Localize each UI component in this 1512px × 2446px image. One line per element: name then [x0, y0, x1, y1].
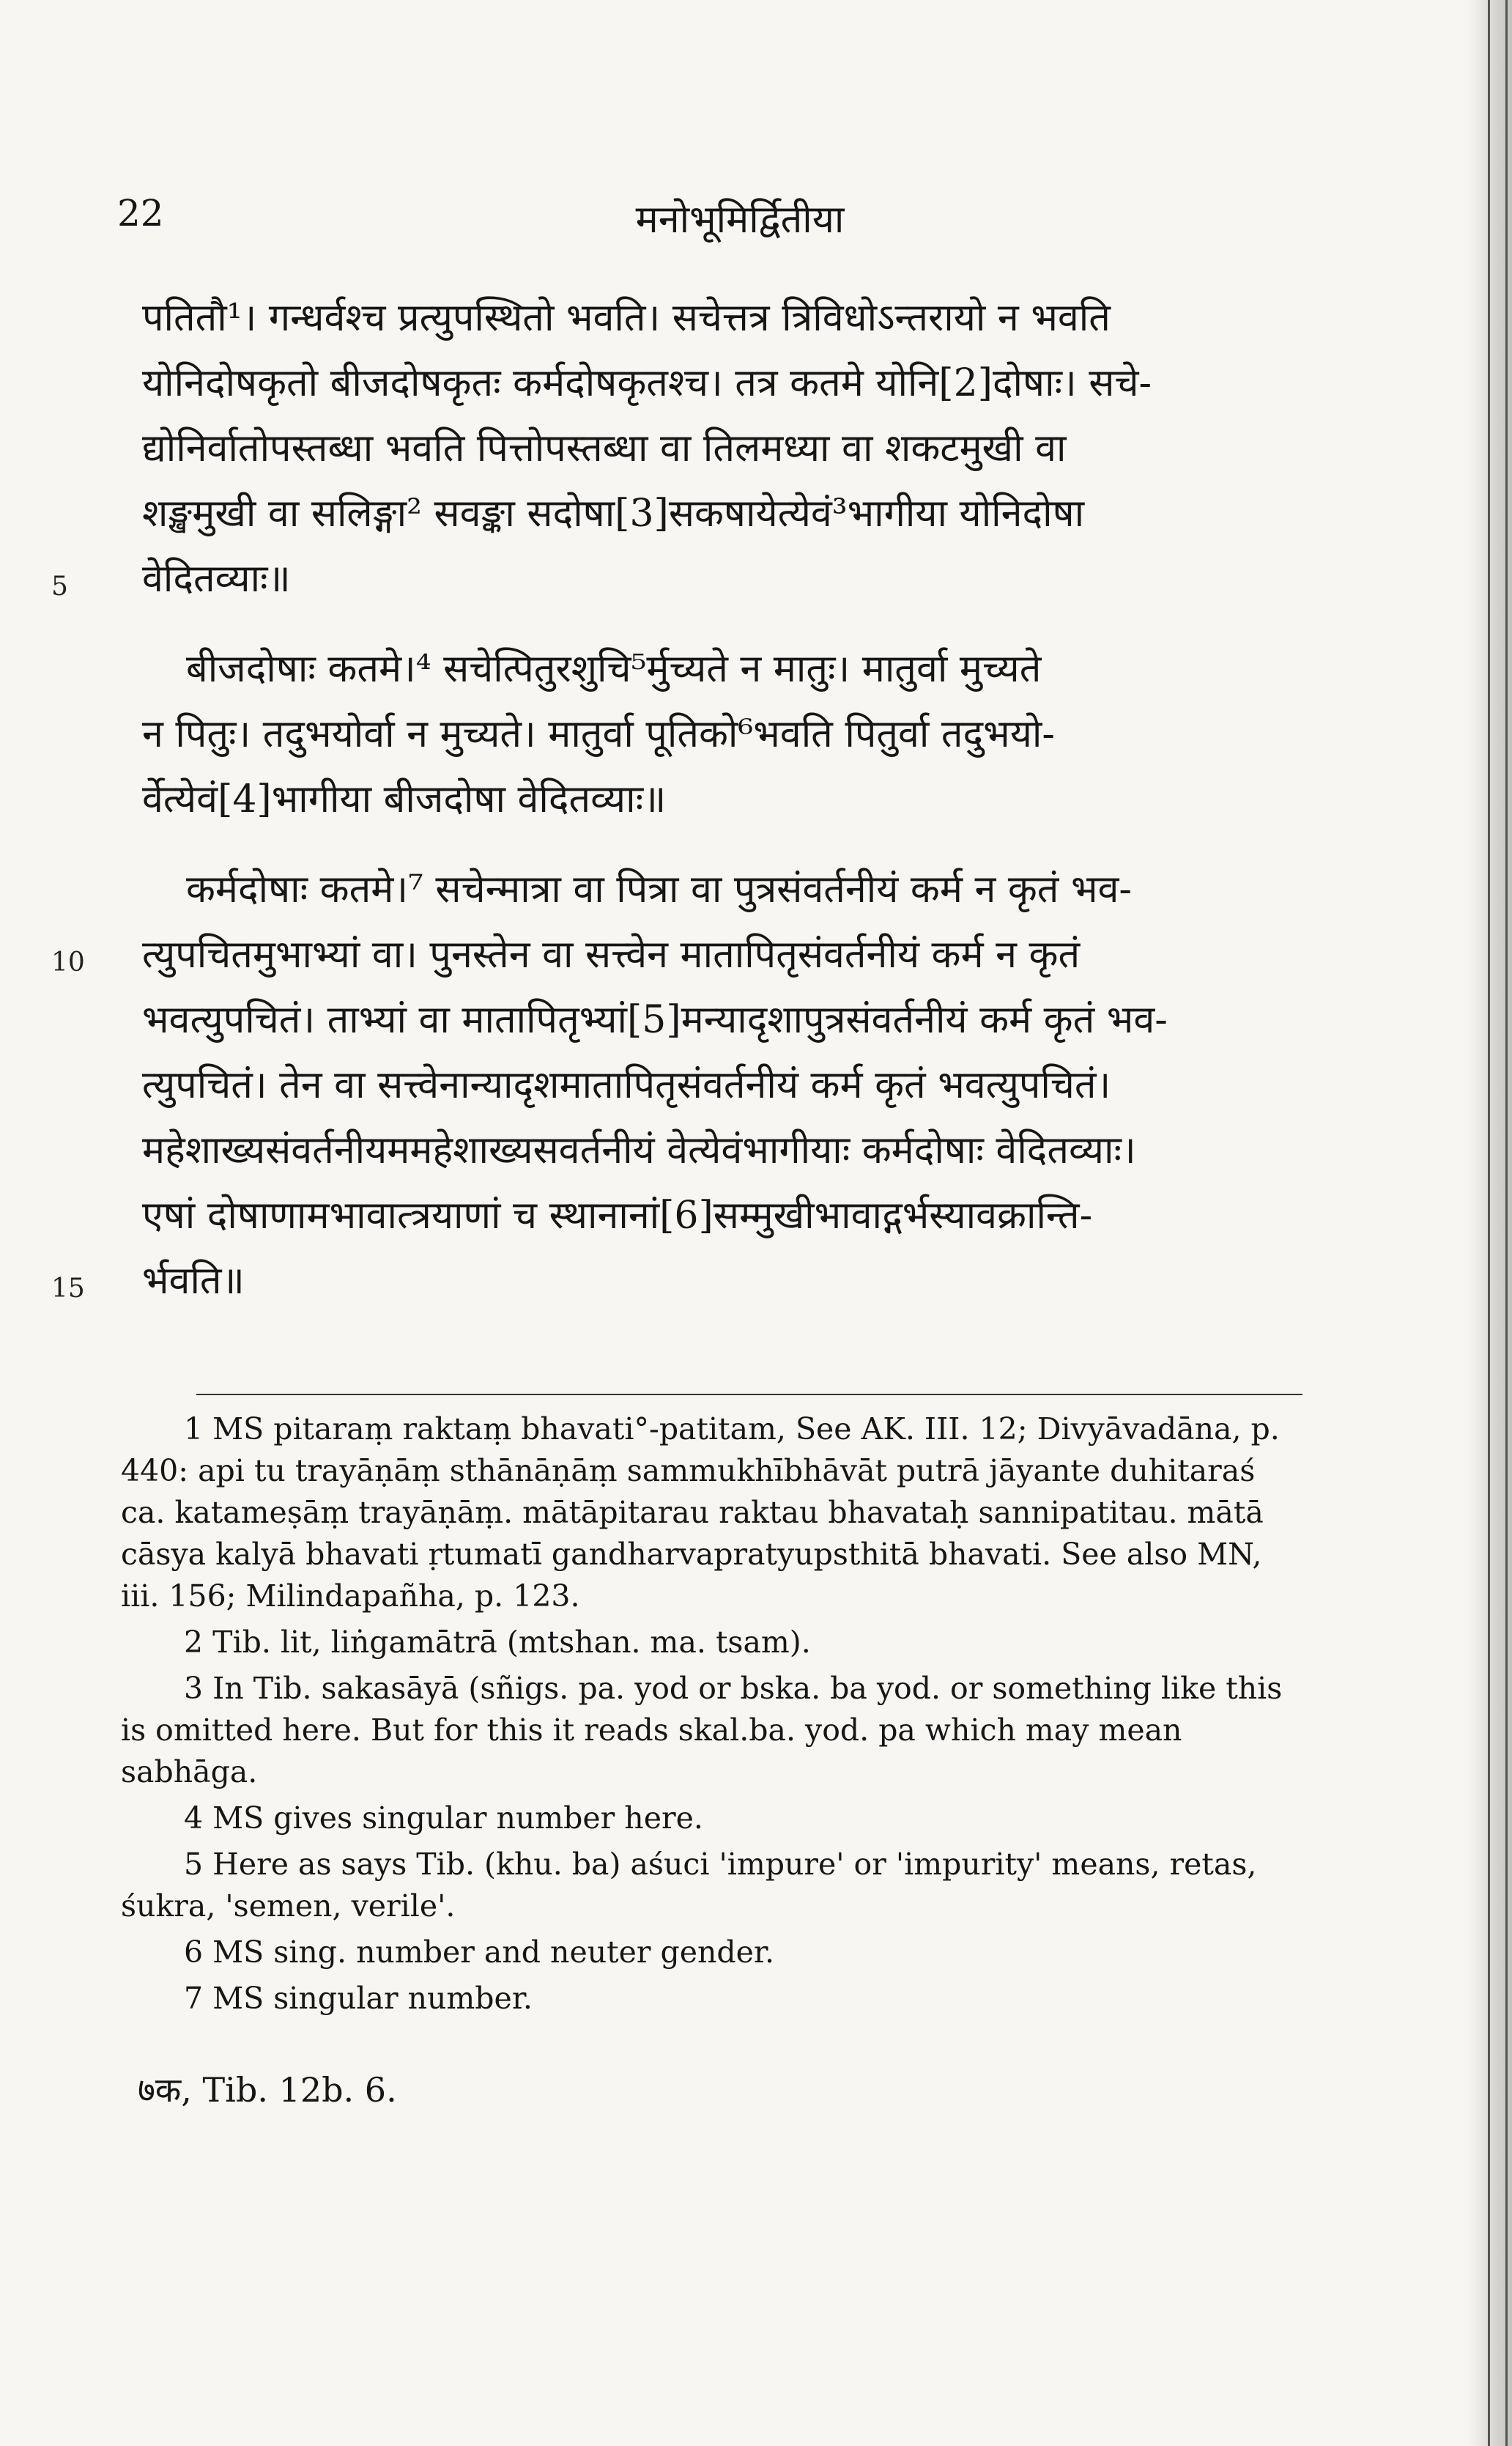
text-line: शङ्खमुखी वा सलिङ्गा² सवङ्का सदोषा[3]सकषायेत्येवं³भागीया योनिदोषा	[142, 492, 1085, 536]
text-line: र्वेत्येवं[4]भागीया बीजदोषा वेदितव्याः॥	[142, 777, 667, 821]
footnote: 2 Tib. lit, liṅgamātrā (mtshan. ma. tsam).	[184, 1625, 811, 1660]
footnote: 3 In Tib. sakasāyā (sñigs. pa. yod or bska. ba yod. or something like this is omitted here. But for this it reads skal.ba. yod. pa which may mean sabhāga.	[121, 1671, 1283, 1789]
bottom-reference-note: ७क, Tib. 12b. 6.	[138, 2070, 397, 2110]
text-line: पतितौ¹। गन्धर्वश्च प्रत्युपस्थितो भवति। सचेत्तत्र त्रिविधोऽन्तरायो न भवति	[142, 296, 1111, 340]
page-edge-line	[1505, 0, 1508, 2446]
line-number: 5	[51, 572, 68, 602]
footnote: 4 MS gives singular number here.	[184, 1800, 703, 1836]
text-line: कर्मदोषाः कतमे।⁷ सचेन्मात्रा वा पित्रा वा पुत्रसंवर्तनीयं कर्म न कृतं भव-	[186, 868, 1132, 912]
text-line: र्भवति॥ 15	[117, 1249, 1319, 1314]
text-line: न पितुः। तदुभयोर्वा न मुच्यते। मातुर्वा पूतिको⁶भवति पितुर्वा तदुभयो-	[142, 712, 1055, 756]
text-line: त्युपचितं। तेन वा सत्त्वेनान्यादृशमातापितृसंवर्तनीयं कर्म कृतं भवत्युपचितं।	[142, 1063, 1111, 1107]
line-number: 15	[51, 1274, 85, 1304]
footnote: 7 MS singular number.	[184, 1981, 533, 2016]
line-number: 10	[51, 947, 85, 978]
text-line: महेशाख्यसंवर्तनीयममहेशाख्यसवर्तनीयं वेत्येवंभागीयाः कर्मदोषाः वेदितव्याः।	[142, 1128, 1136, 1172]
text-line: द्योनिर्वातोपस्तब्धा भवति पित्तोपस्तब्धा वा तिलमध्या वा शकटमुखी वा	[142, 426, 1067, 470]
text-line: बीजदोषाः कतमे।⁴ सचेत्पितुरशुचि⁵र्मुच्यते न मातुः। मातुर्वा मुच्यते	[186, 647, 1042, 691]
footnote: 1 MS pitaraṃ raktaṃ bhavati°-patitam, See AK. III. 12; Divyāvadāna, p. 440: api tu trayāṇāṃ sthānāṇāṃ sammukhībhāvāt putrā jāyante duhitaraś ca. katameṣāṃ trayāṇāṃ. mātāpitarau raktau bhavataḥ sannipatitau. mātā cāsya kalyā bhavati ṛtumatī gandharvapratyupsthitā bhavati. See also MN, iii. 156; Milindapañha, p. 123.	[121, 1411, 1280, 1614]
footnote: 6 MS sing. number and neuter gender.	[184, 1935, 775, 1970]
main-text	[51, 286, 1319, 1314]
text-line: एषां दोषाणामभावात्त्रयाणां च स्थानानां[6]सम्मुखीभावाद्गर्भस्यावक्रान्ति-	[142, 1194, 1093, 1238]
text-line: वेदितव्याः॥ 5	[117, 547, 1319, 612]
running-title: मनोभूमिर्द्वितीया	[635, 198, 845, 242]
footnotes	[121, 1408, 1308, 2020]
page-header	[117, 192, 1319, 251]
text-line: भवत्युपचितं। ताभ्यां वा मातापितृभ्यां[5]मन्यादृशापुत्रसंवर्तनीयं कर्म कृतं भव-	[142, 998, 1168, 1042]
footnote: 5 Here as says Tib. (khu. ba) aśuci 'impure' or 'impurity' means, retas, śukra, 'semen, verile'.	[121, 1847, 1257, 1924]
text-line: त्युपचितमुभाभ्यां वा। पुनस्तेन वा सत्त्वेन मातापितृसंवर्तनीयं कर्म न कृतं 10	[117, 923, 1319, 988]
page-number: 22	[117, 192, 164, 234]
page-edge-line	[1488, 0, 1490, 2446]
footnote-divider	[196, 1394, 1302, 1395]
text-line: योनिदोषकृतो बीजदोषकृतः कर्मदोषकृतश्च। तत्र कतमे योनि[2]दोषाः। सचे-	[142, 361, 1152, 405]
